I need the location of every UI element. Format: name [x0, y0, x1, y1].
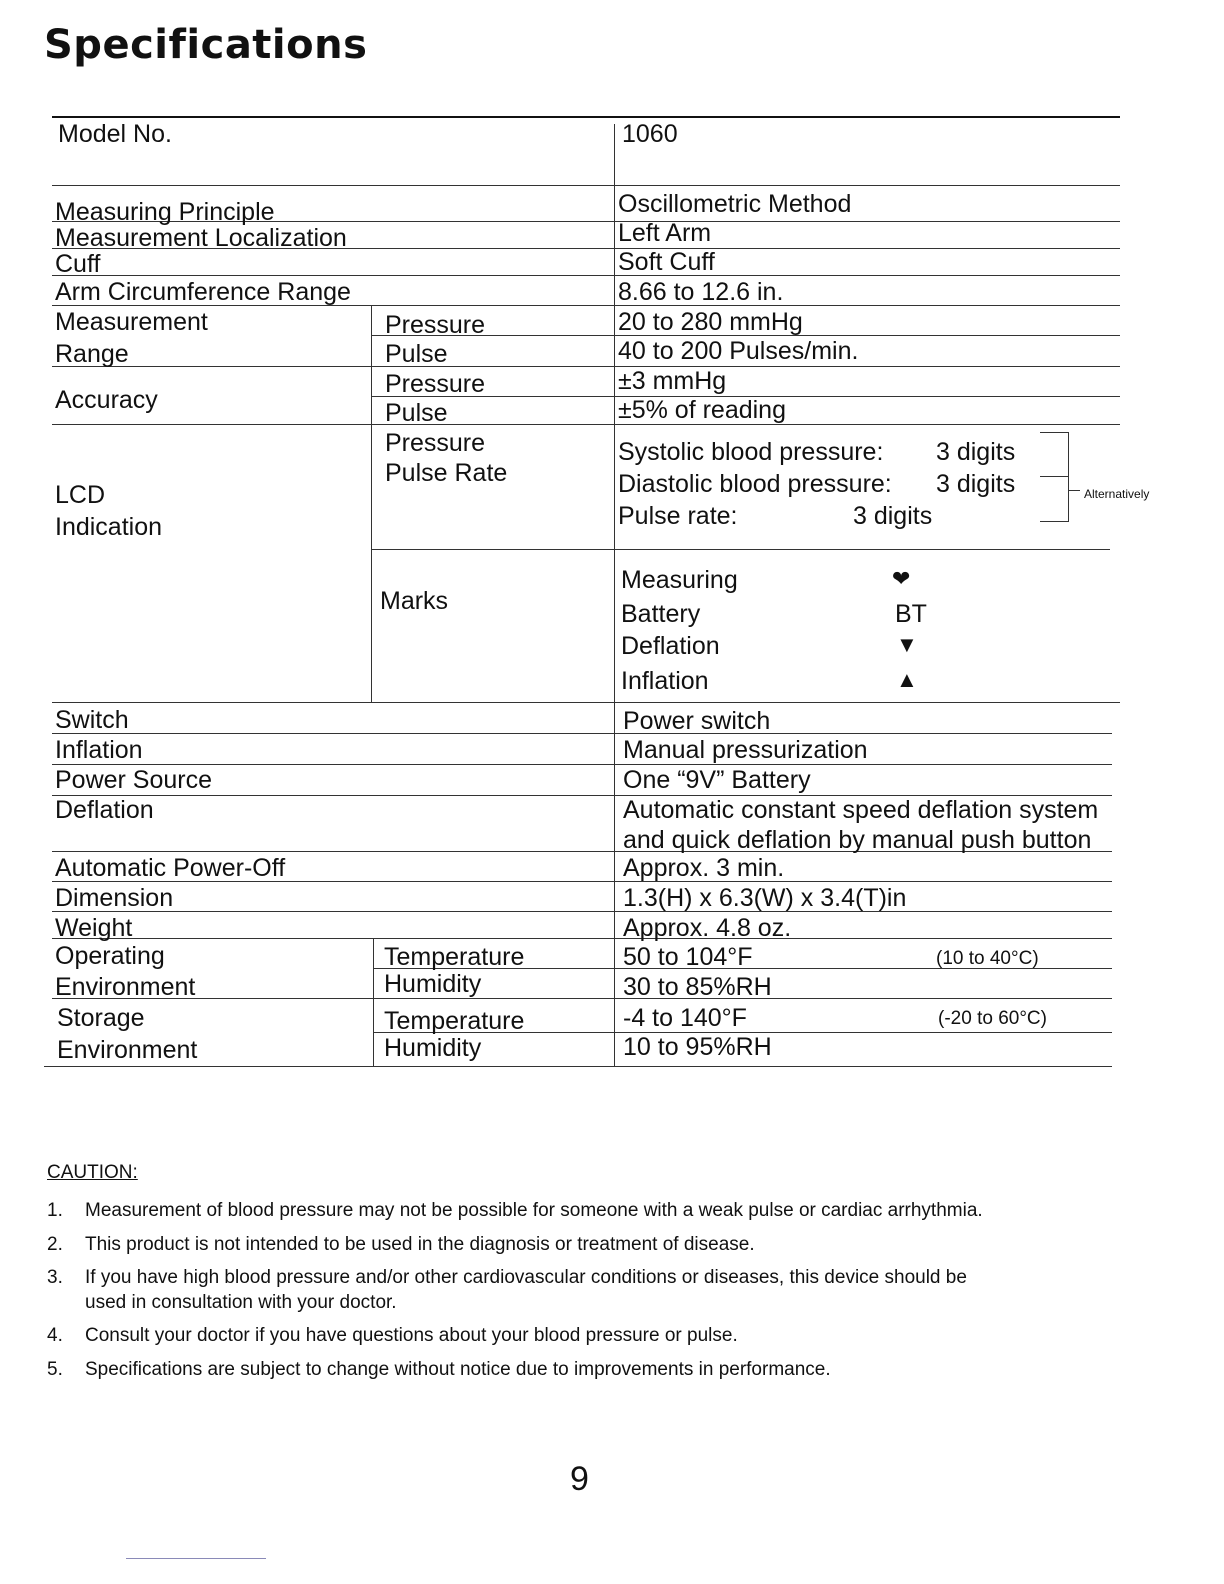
cuff-value: Soft Cuff [618, 248, 715, 276]
deflation-label: Deflation [55, 796, 154, 824]
caution-num: 2. [47, 1234, 63, 1255]
range-pressure-label: Pressure [385, 311, 486, 339]
arm-label: Arm Circumference Range [55, 278, 351, 306]
footer-rule [126, 1558, 266, 1559]
storage-temp-celsius: (-20 to 60°C) [938, 1008, 1047, 1029]
caution-item: This product is not intended to be used in the diagnosis or treatment of disease. [85, 1234, 755, 1255]
lcd-alternatively: Alternatively [1084, 487, 1150, 501]
marks-battery: Battery [621, 600, 701, 628]
dimension-value: 1.3(H) x 6.3(W) x 3.4(T)in [623, 884, 907, 912]
lcd-systolic: Systolic blood pressure: [618, 438, 884, 466]
power-value: One “9V” Battery [623, 766, 811, 794]
marks-deflation: Deflation [621, 632, 720, 660]
principle-label: Measuring Principle [55, 198, 275, 226]
storage-label-2: Environment [57, 1036, 198, 1064]
accuracy-pulse-label: Pulse [385, 399, 448, 427]
range-pressure-value: 20 to 280 mmHg [618, 308, 803, 336]
weight-label: Weight [55, 914, 133, 942]
storage-hum-label: Humidity [384, 1034, 482, 1062]
operating-hum-value: 30 to 85%RH [623, 973, 772, 1001]
localization-label: Measurement Localization [55, 224, 347, 252]
arm-value: 8.66 to 12.6 in. [618, 278, 784, 306]
operating-temp-celsius: (10 to 40°C) [936, 948, 1039, 969]
triangle-down-icon: ▼ [896, 632, 918, 657]
caution-num: 1. [47, 1200, 63, 1221]
operating-hum-label: Humidity [384, 970, 482, 998]
operating-label-2: Environment [55, 973, 196, 1001]
inflation-label: Inflation [55, 736, 143, 764]
lcd-sub-pressure: Pressure [385, 429, 486, 457]
operating-temp-value: 50 to 104°F [623, 943, 753, 971]
deflation-value-2: and quick deflation by manual push button [623, 826, 1092, 854]
page-number: 9 [570, 1460, 589, 1498]
lcd-pulse: Pulse rate: [618, 502, 738, 530]
heart-icon: ❤ [892, 566, 911, 591]
range-pulse-label: Pulse [385, 340, 448, 368]
caution-num: 3. [47, 1267, 63, 1288]
dimension-label: Dimension [55, 884, 174, 912]
lcd-pulse-digits: 3 digits [853, 502, 933, 530]
range-label-1: Measurement [55, 308, 208, 336]
caution-item-continued: used in consultation with your doctor. [85, 1292, 397, 1313]
operating-temp-label: Temperature [384, 943, 525, 971]
lcd-label-1: LCD [55, 481, 106, 509]
model-value: 1060 [622, 120, 678, 148]
lcd-diastolic-digits: 3 digits [936, 470, 1016, 498]
operating-label-1: Operating [55, 942, 165, 970]
caution-num: 5. [47, 1359, 63, 1380]
caution-item: Measurement of blood pressure may not be possible for someone with a weak pulse or cardiac arrhythmia. [85, 1200, 983, 1221]
marks-inflation: Inflation [621, 667, 709, 695]
weight-value: Approx. 4.8 oz. [623, 914, 792, 942]
caution-item: Specifications are subject to change without notice due to improvements in performance. [85, 1359, 831, 1380]
storage-temp-label: Temperature [384, 1007, 525, 1035]
marks-label: Marks [380, 587, 449, 615]
localization-value: Left Arm [618, 219, 712, 247]
autooff-label: Automatic Power-Off [55, 854, 286, 882]
storage-label-1: Storage [57, 1004, 145, 1032]
model-label: Model No. [58, 120, 172, 148]
caution-item: Consult your doctor if you have questions about your blood pressure or pulse. [85, 1325, 738, 1346]
switch-value: Power switch [623, 707, 771, 735]
caution-num: 4. [47, 1325, 63, 1346]
page-title: Specifications [44, 22, 368, 68]
storage-temp-value: -4 to 140°F [623, 1004, 747, 1032]
lcd-systolic-digits: 3 digits [936, 438, 1016, 466]
triangle-up-icon: ▲ [896, 667, 918, 692]
lcd-diastolic: Diastolic blood pressure: [618, 470, 892, 498]
autooff-value: Approx. 3 min. [623, 854, 785, 882]
caution-title: CAUTION: [47, 1162, 138, 1183]
battery-mark: BT [895, 600, 927, 628]
accuracy-label: Accuracy [55, 386, 158, 414]
range-pulse-value: 40 to 200 Pulses/min. [618, 337, 859, 365]
marks-measuring: Measuring [621, 566, 738, 594]
switch-label: Switch [55, 706, 129, 734]
caution-item: If you have high blood pressure and/or other cardiovascular conditions or diseases, this device should be [85, 1267, 967, 1288]
power-label: Power Source [55, 766, 213, 794]
storage-hum-value: 10 to 95%RH [623, 1033, 772, 1061]
inflation-value: Manual pressurization [623, 736, 868, 764]
accuracy-pulse-value: ±5% of reading [618, 396, 786, 424]
cuff-label: Cuff [55, 250, 101, 278]
accuracy-pressure-value: ±3 mmHg [618, 367, 727, 395]
deflation-value-1: Automatic constant speed deflation system [623, 796, 1099, 824]
accuracy-pressure-label: Pressure [385, 370, 486, 398]
lcd-label-2: Indication [55, 513, 163, 541]
range-label-2: Range [55, 340, 129, 368]
principle-value: Oscillometric Method [618, 190, 852, 218]
lcd-sub-pulse-rate: Pulse Rate [385, 459, 508, 487]
